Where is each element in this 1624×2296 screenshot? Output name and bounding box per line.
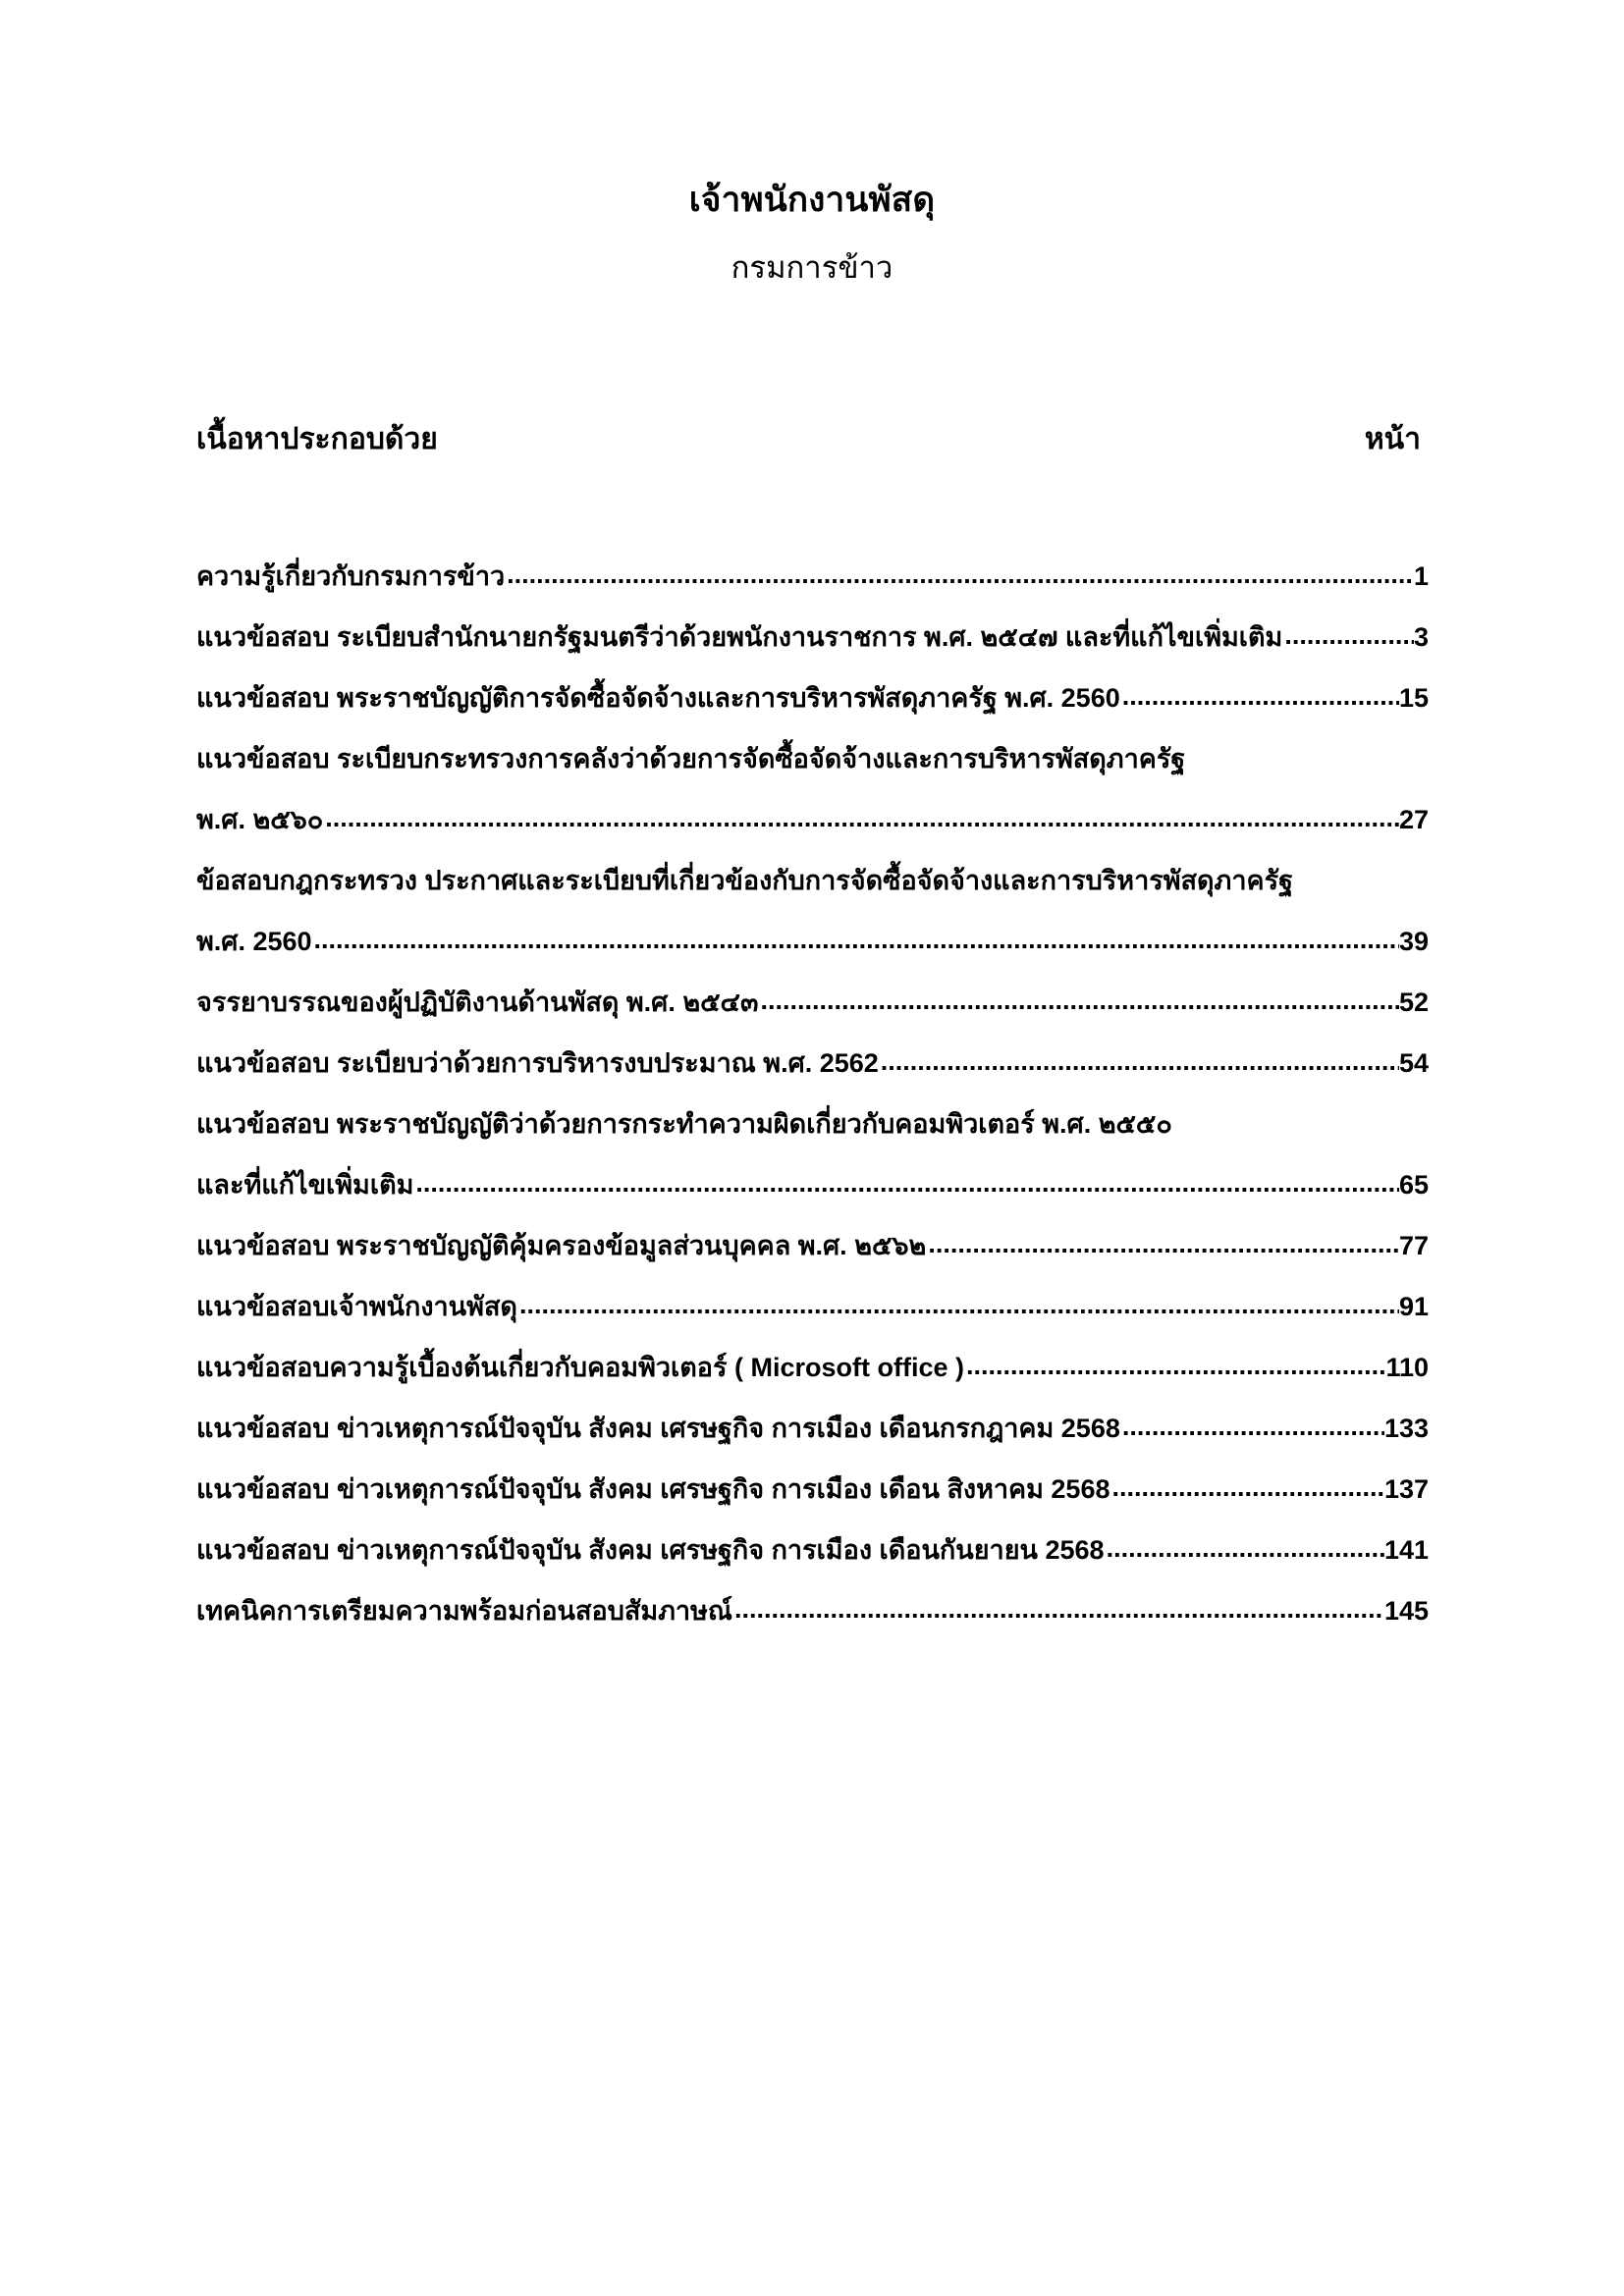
toc-leader-dots [507, 544, 1414, 605]
toc-leader-dots [928, 1213, 1399, 1274]
toc-entry[interactable] [196, 1398, 1429, 1459]
toc-entry-line[interactable] [196, 607, 1429, 667]
toc-entry-title: แนวข้อสอบ พระราชบัญญัติว่าด้วยการกระทำความผิดเกี่ยวกับคอมพิวเตอร์ พ.ศ. ๒๕๕๐ [196, 1109, 1172, 1139]
toc-entry-title: แนวข้อสอบ ระเบียบสำนักนายกรัฐมนตรีว่าด้วยพนักงานราชการ พ.ศ. ๒๕๔๗ และที่แก้ไขเพิ่มเติม [196, 622, 1283, 652]
title-block [0, 183, 1624, 283]
toc-page-number: 15 [1398, 683, 1429, 713]
toc-entry[interactable] [196, 546, 1429, 607]
toc-page-number: 27 [1398, 805, 1429, 834]
toc-entry-title: ข้อสอบกฎกระทรวง ประกาศและระเบียบที่เกี่ยวข้องกับการจัดซื้อจัดจ้างและการบริหารพัสดุภาครัฐ [196, 866, 1293, 895]
toc-entry-title: เทคนิคการเตรียมความพร้อมก่อนสอบสัมภาษณ์ [196, 1596, 732, 1626]
toc-entry[interactable] [196, 1459, 1429, 1520]
toc-entry-title: ความรู้เกี่ยวกับกรมการข้าว [196, 561, 506, 591]
toc-entry-line-wrap [196, 728, 1429, 789]
toc-entry-title: แนวข้อสอบ ข่าวเหตุการณ์ปัจจุบัน สังคม เศรษฐกิจ การเมือง เดือนกันยายน 2568 [196, 1535, 1105, 1565]
toc-entry-line[interactable] [196, 972, 1429, 1033]
toc-page-number: 137 [1383, 1474, 1429, 1504]
toc-entry-line[interactable] [196, 1033, 1429, 1094]
toc-entry[interactable] [196, 1276, 1429, 1337]
toc-entry[interactable] [196, 607, 1429, 667]
toc-entry-title: แนวข้อสอบ ระเบียบว่าด้วยการบริหารงบประมาณ พ.ศ. 2562 [196, 1048, 879, 1078]
toc-leader-dots [1112, 1457, 1384, 1518]
toc-page-number: 3 [1413, 622, 1429, 652]
toc-entry-title: พ.ศ. 2560 [196, 927, 312, 956]
contents-column-label: เนื้อหาประกอบด้วย [196, 423, 438, 455]
toc-entry[interactable] [196, 972, 1429, 1033]
toc-entry-line[interactable] [196, 1580, 1429, 1641]
toc-page-number: 52 [1398, 988, 1429, 1017]
toc-entry-title: แนวข้อสอบเจ้าพนักงานพัสดุ [196, 1292, 517, 1321]
toc-entry-title: แนวข้อสอบ พระราชบัญญัติคุ้มครองข้อมูลส่วนบุคคล พ.ศ. ๒๕๖๒ [196, 1231, 927, 1260]
toc-entry-title: แนวข้อสอบ ข่าวเหตุการณ์ปัจจุบัน สังคม เศรษฐกิจ การเมือง เดือนกรกฎาคม 2568 [196, 1414, 1120, 1443]
toc-entry[interactable] [196, 1580, 1429, 1641]
toc-entry-line[interactable] [196, 1337, 1429, 1398]
toc-page-number: 54 [1398, 1048, 1429, 1078]
toc-entry-title: แนวข้อสอบความรู้เบื้องต้นเกี่ยวกับคอมพิวเตอร์ ( Microsoft office ) [196, 1353, 965, 1382]
toc-entry-line[interactable] [196, 789, 1429, 850]
toc-entry[interactable] [196, 1520, 1429, 1580]
toc-page-number: 141 [1383, 1535, 1429, 1565]
toc-entry[interactable] [196, 1215, 1429, 1276]
toc-leader-dots [1284, 605, 1414, 666]
toc-entry[interactable] [196, 1094, 1429, 1215]
toc-entry-line-wrap [196, 1094, 1429, 1154]
toc-page-number: 1 [1413, 561, 1429, 591]
toc-entry-line[interactable] [196, 1398, 1429, 1459]
page-title: เจ้าพนักงานพัสดุ [688, 181, 936, 219]
toc-entry-title: และที่แก้ไขเพิ่มเติม [196, 1170, 414, 1200]
toc-leader-dots [966, 1335, 1385, 1396]
toc-entry-title: แนวข้อสอบ ข่าวเหตุการณ์ปัจจุบัน สังคม เศรษฐกิจ การเมือง เดือน สิงหาคม 2568 [196, 1474, 1110, 1504]
toc-page-number: 77 [1398, 1231, 1429, 1260]
toc-entry-title: พ.ศ. ๒๕๖๐ [196, 805, 324, 834]
toc-leader-dots [314, 909, 1399, 970]
toc-entry-line[interactable] [196, 1154, 1429, 1215]
toc-entry-line[interactable] [196, 1276, 1429, 1337]
toc-entry[interactable] [196, 1033, 1429, 1094]
toc-leader-dots [1122, 1396, 1384, 1457]
toc-page-number: 145 [1383, 1596, 1429, 1626]
toc-page-number: 133 [1383, 1414, 1429, 1443]
toc-entry[interactable] [196, 1337, 1429, 1398]
toc-page-number: 65 [1398, 1170, 1429, 1200]
toc-leader-dots [881, 1031, 1399, 1092]
toc-leader-dots [1122, 666, 1399, 726]
toc-page-number: 110 [1385, 1353, 1429, 1382]
toc-entry[interactable] [196, 667, 1429, 728]
toc-entry-line[interactable] [196, 1459, 1429, 1520]
toc-entry[interactable] [196, 728, 1429, 850]
toc-leader-dots [760, 970, 1399, 1031]
toc-leader-dots [1107, 1518, 1384, 1578]
toc-entry-title: แนวข้อสอบ ระเบียบกระทรวงการคลังว่าด้วยการจัดซื้อจัดจ้างและการบริหารพัสดุภาครัฐ [196, 744, 1186, 774]
toc-entry-title: แนวข้อสอบ พระราชบัญญัติการจัดซื้อจัดจ้างและการบริหารพัสดุภาครัฐ พ.ศ. 2560 [196, 683, 1120, 713]
toc-entry-line[interactable] [196, 1520, 1429, 1580]
toc-column-headers [196, 416, 1429, 462]
toc-leader-dots [734, 1578, 1384, 1639]
toc-entry-line[interactable] [196, 667, 1429, 728]
toc-page-number: 91 [1398, 1292, 1429, 1321]
toc-leader-dots [415, 1152, 1399, 1213]
toc-entry-title: จรรยาบรรณของผู้ปฏิบัติงานด้านพัสดุ พ.ศ. ๒๕๔๓ [196, 988, 759, 1017]
page-subtitle: กรมการข้าว [731, 250, 893, 285]
page-column-label: หน้า [1364, 423, 1421, 455]
toc-entry-line[interactable] [196, 911, 1429, 972]
toc-leader-dots [325, 787, 1399, 848]
toc-entry-line[interactable] [196, 1215, 1429, 1276]
toc-entry-line-wrap [196, 850, 1429, 911]
table-of-contents [196, 546, 1429, 1641]
toc-entry-line[interactable] [196, 546, 1429, 607]
toc-page-number: 39 [1398, 927, 1429, 956]
toc-leader-dots [519, 1274, 1399, 1335]
toc-entry[interactable] [196, 850, 1429, 972]
